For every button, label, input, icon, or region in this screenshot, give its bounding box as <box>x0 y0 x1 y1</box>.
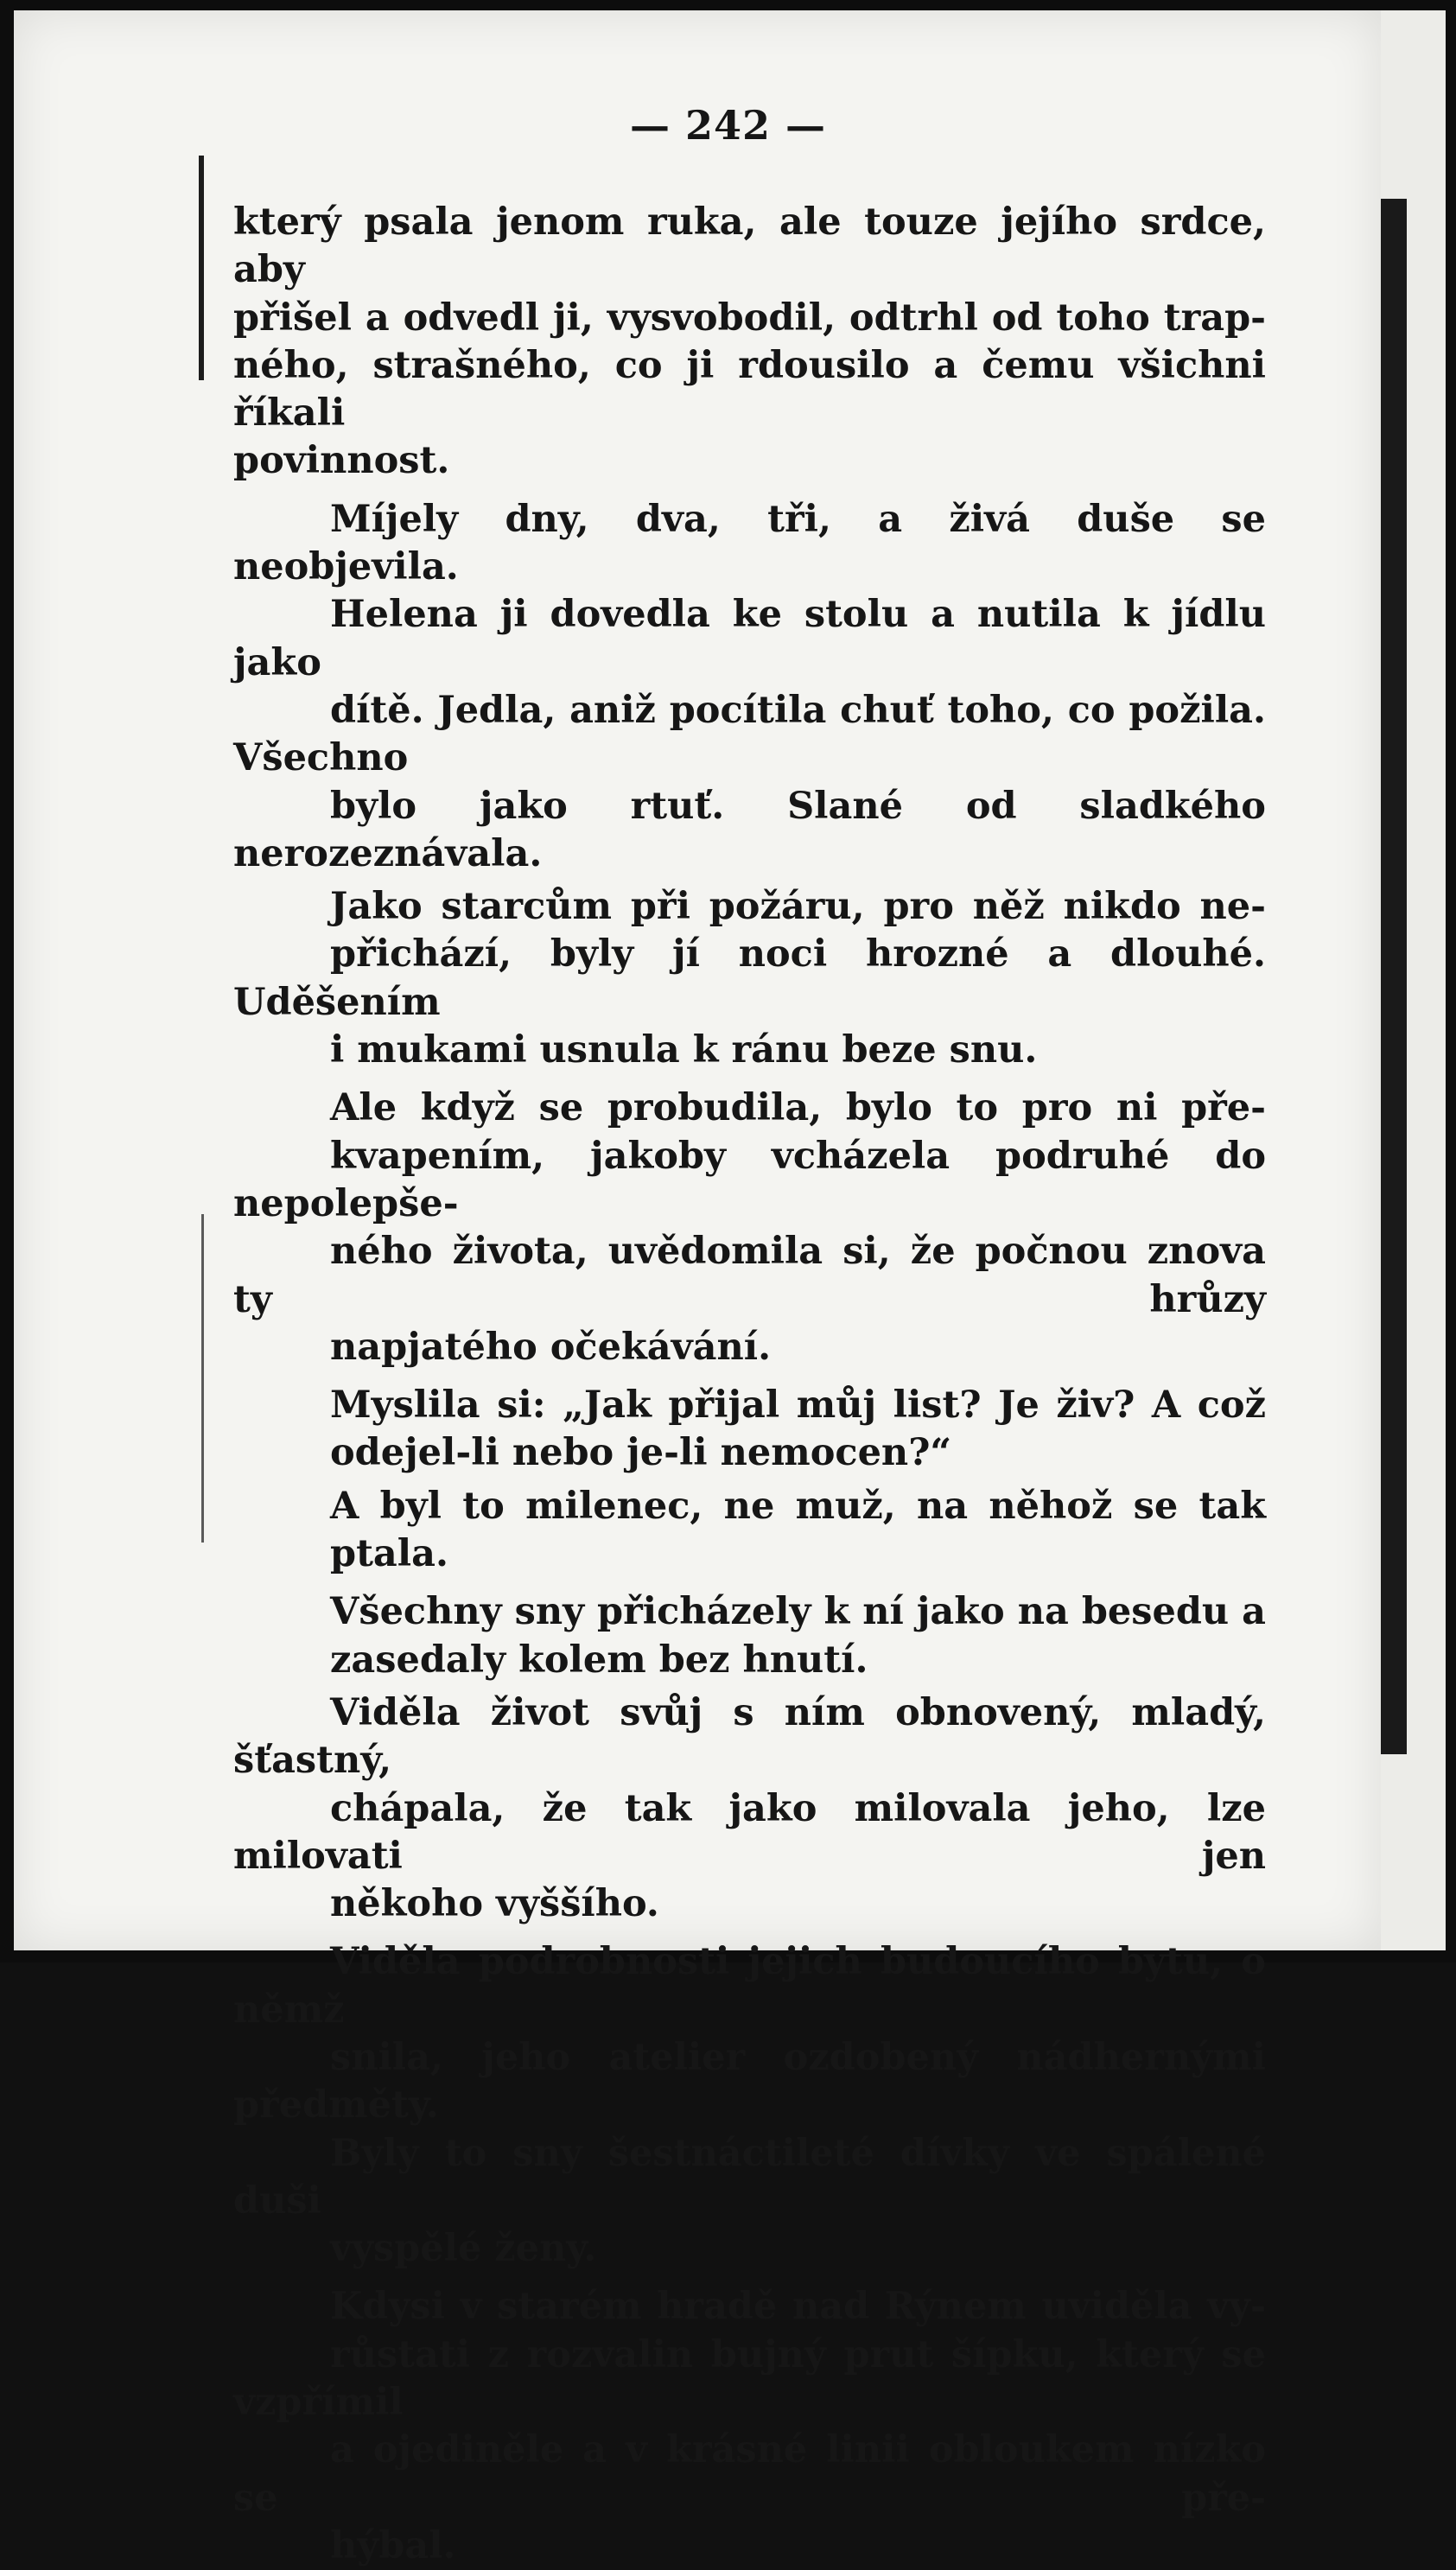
text-line: Viděla život svůj s ním obnovený, mladý, šťastný, <box>233 1690 1266 1783</box>
text-line: snila, jeho atelier ozdobený nádhernými předměty. <box>233 2035 1266 2128</box>
text-line: hýbal. <box>330 2523 456 2567</box>
text-line: vyspělé ženy. <box>330 2227 597 2271</box>
paragraph-5 <box>233 1085 1266 1371</box>
paragraph-8 <box>233 1588 1266 1684</box>
text-line: dítě. Jedla, aniž pocítila chuť toho, co požila. Všechno <box>233 688 1266 780</box>
text-line: Helena ji dovedla ke stolu a nutila k jídlu jako <box>233 593 1266 684</box>
text-line: kvapením, jakoby vcházela podruhé do nepolepše- <box>233 1134 1266 1225</box>
text-line: růstati z rozvalin bujný prut šípku, který se vzpřímil <box>233 2332 1266 2425</box>
text-line: i mukami usnula k ránu beze snu. <box>330 1028 1038 1072</box>
text-line: Viděla podrobnosti jejich budoucího bytu, o němž <box>233 1940 1266 2032</box>
text-line: který psala jenom ruka, ale touze jejího srdce, aby <box>233 200 1266 292</box>
text-line: ptala. <box>330 1532 448 1576</box>
paragraph-4 <box>233 883 1266 1074</box>
text-line: ného, strašného, co ji rdousilo a čemu všichni říkali <box>233 343 1266 436</box>
paragraph-12 <box>233 2283 1266 2570</box>
text-line: Všechny sny přicházely k ní jako na besedu a <box>330 1590 1266 1634</box>
text-line: odejel-li nebo je-li nemocen?“ <box>330 1431 952 1475</box>
text-line: chápala, že tak jako milovala jeho, lze milovati jen <box>233 1786 1266 1878</box>
margin-mark <box>199 156 204 380</box>
text-line: a ojediněle a v krásné linii obloukem nízko se pře- <box>233 2428 1266 2520</box>
text-line: Myslila si: „Jak přijal můj list? Je živ? A což <box>330 1384 1266 1428</box>
paragraph-11 <box>233 2130 1266 2274</box>
paragraph-10 <box>233 1938 1266 2129</box>
paragraph-3 <box>233 591 1266 878</box>
paragraph-7 <box>233 1483 1266 1579</box>
binding-shadow <box>1381 199 1407 1754</box>
text-line: Ale když se probudila, bylo to pro ni pře- <box>330 1086 1266 1130</box>
text-line: Jako starcům při požáru, pro něž nikdo ne- <box>330 885 1266 929</box>
paragraph-6 <box>233 1382 1266 1478</box>
text-line: Byly to sny šestnáctileté dívky ve spálené duši <box>233 2131 1266 2223</box>
text-line: někoho vyššího. <box>330 1882 659 1926</box>
text-line: přišel a odvedl ji, vysvobodil, odtrhl od toho trap- <box>233 296 1266 340</box>
text-line: povinnost. <box>233 439 450 483</box>
text-line: přichází, byly jí noci hrozné a dlouhé. Uděšením <box>233 932 1266 1024</box>
page-number: — 242 — <box>629 102 827 149</box>
text-line: napjatého očekávání. <box>330 1325 772 1369</box>
text-line: A byl to milenec, ne muž, na něhož se tak <box>330 1484 1266 1528</box>
paragraph-9 <box>233 1689 1266 1928</box>
margin-mark-lower <box>201 1214 204 1543</box>
text-line: Míjely dny, dva, tři, a živá duše se neobjevila. <box>233 497 1266 589</box>
text-line: Kdysi v starém hradě nad Rýnem uviděla vy- <box>330 2285 1266 2329</box>
paragraph-1 <box>233 199 1266 486</box>
paragraph-2 <box>233 496 1266 592</box>
text-line: bylo jako rtuť. Slané od sladkého nerozeznávala. <box>233 784 1266 875</box>
body-text <box>233 199 1266 2570</box>
text-line: ného života, uvědomila si, že počnou znova ty hrůzy <box>233 1230 1266 1321</box>
text-line: zasedaly kolem bez hnutí. <box>330 1638 868 1682</box>
